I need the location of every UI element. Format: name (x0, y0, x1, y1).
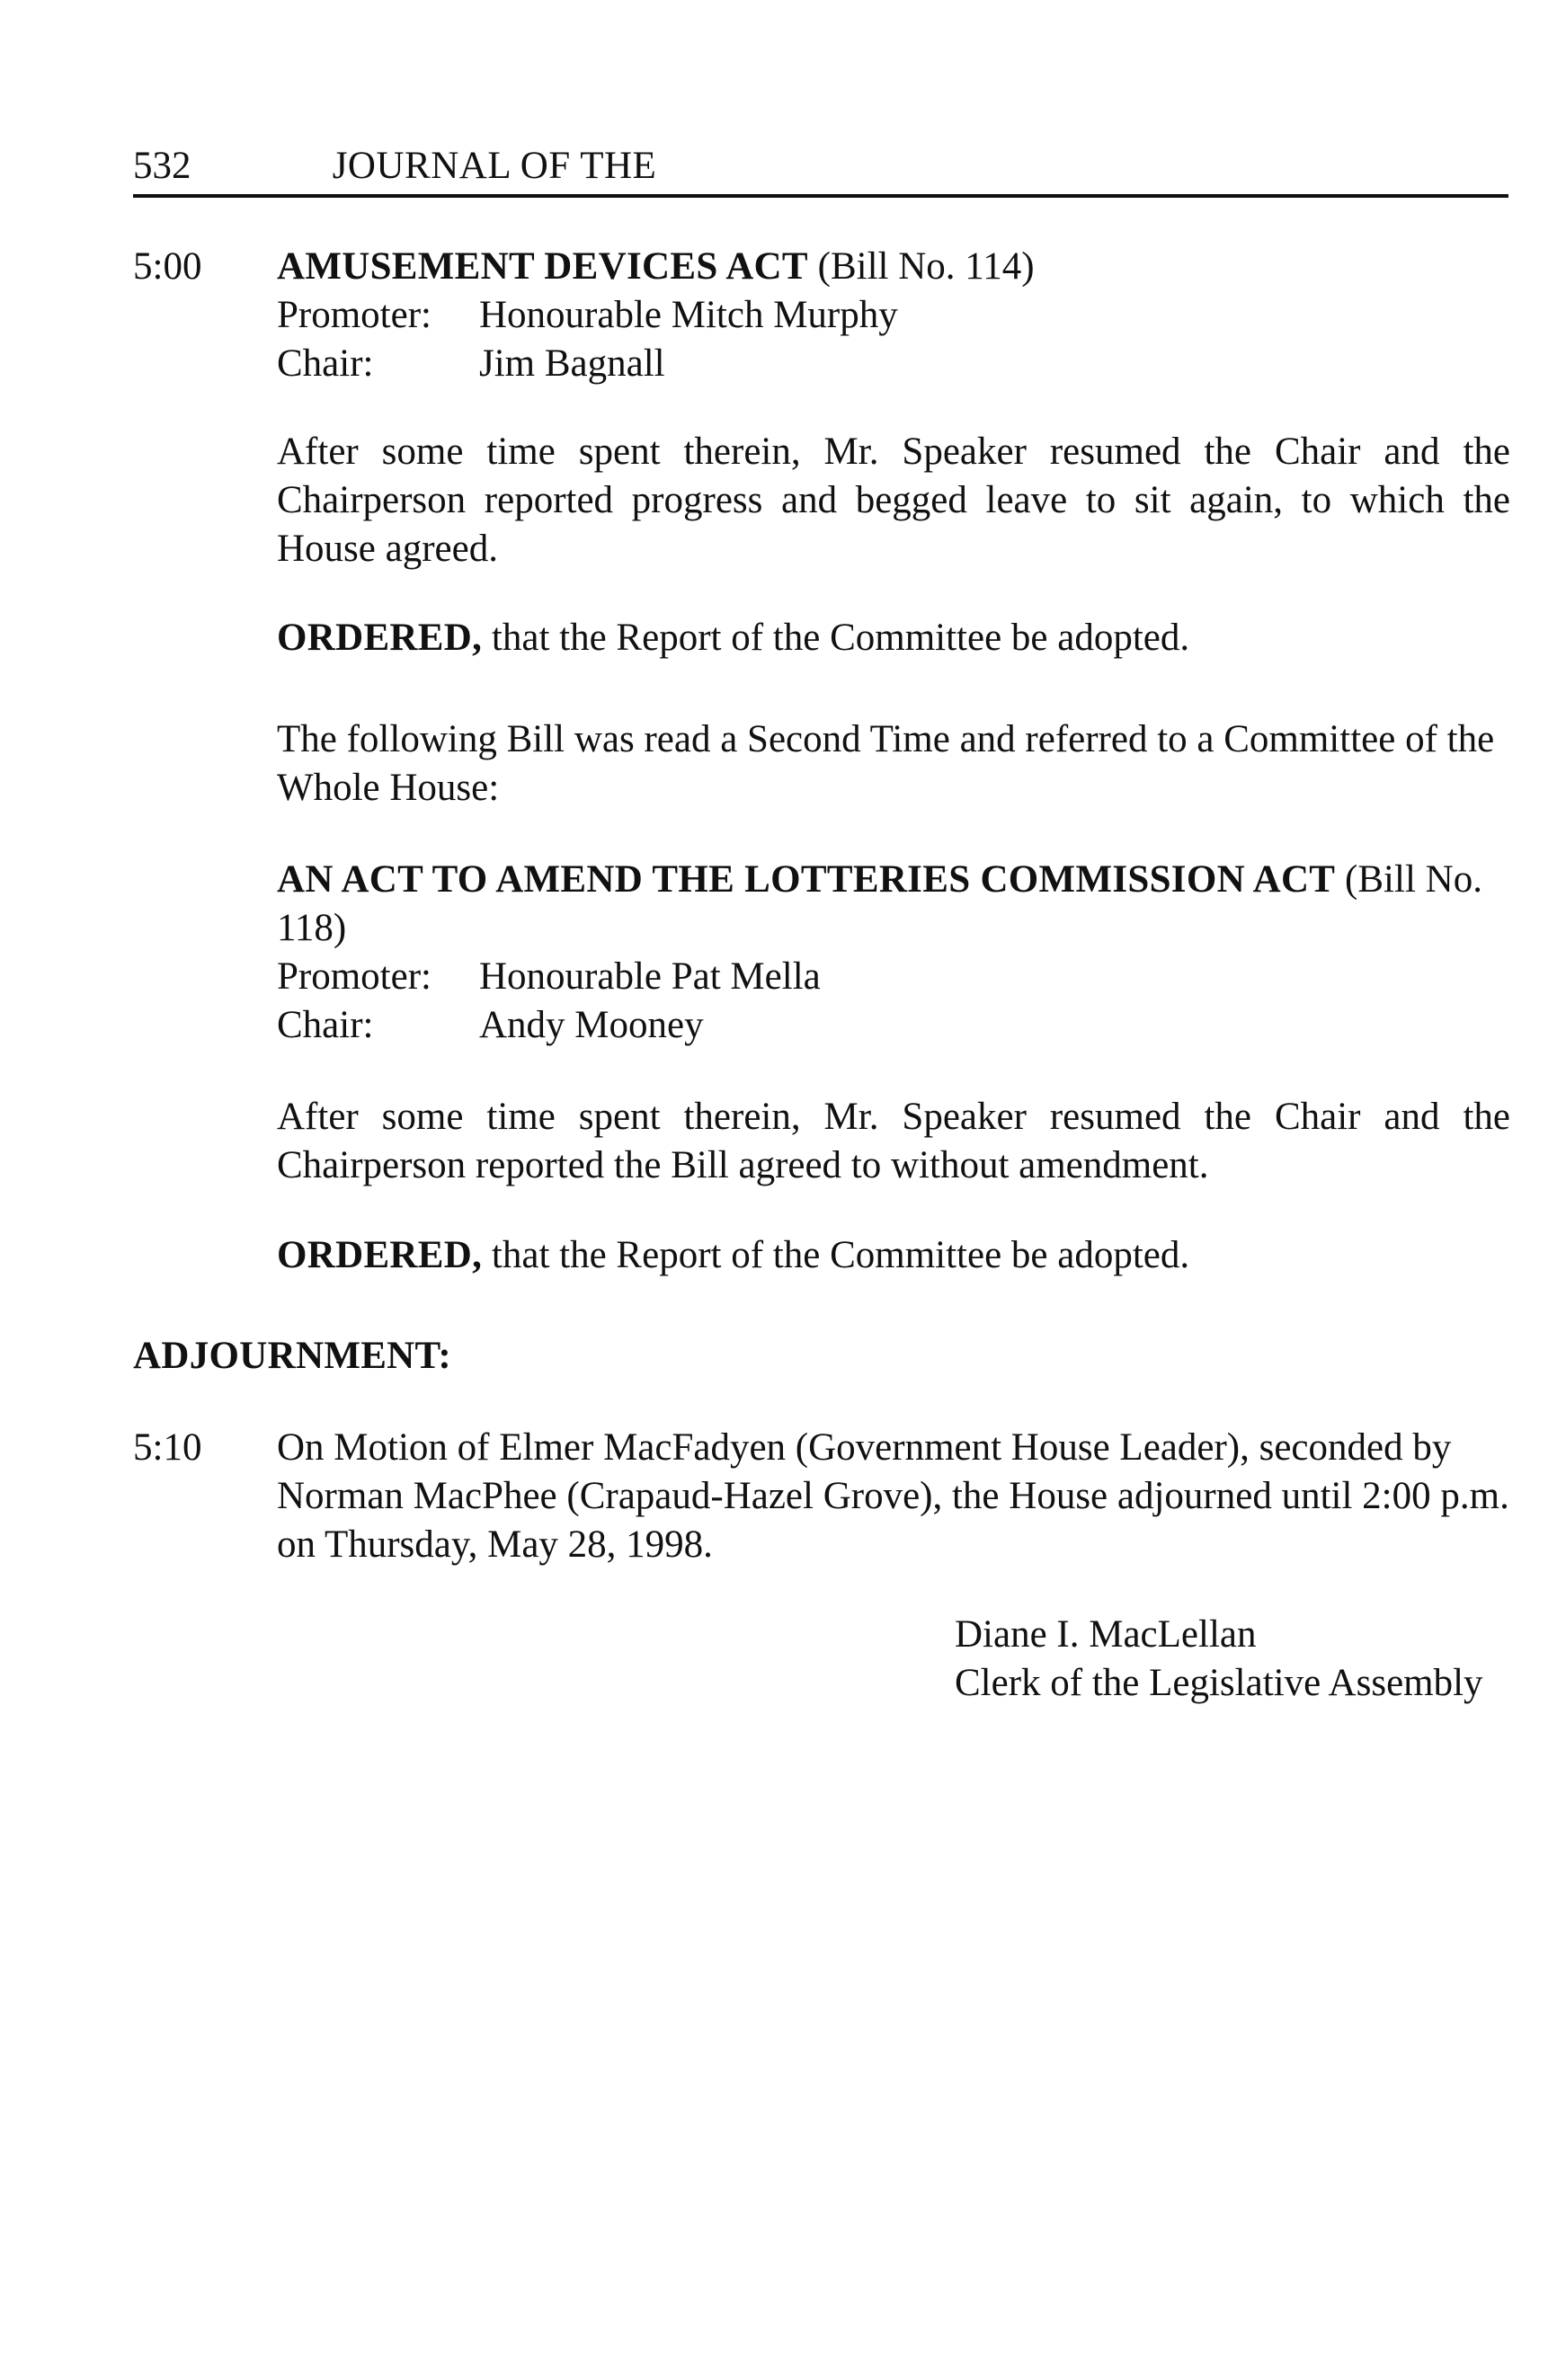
time-stamp-adjournment: 5:10 (133, 1426, 202, 1469)
bill-118-ref: (Bill No. 118) (277, 858, 1482, 949)
promoter-name: Honourable Pat Mella (479, 955, 821, 998)
signatory-title: Clerk of the Legislative Assembly (955, 1662, 1483, 1704)
bill-118-heading (277, 856, 1510, 953)
bill-114-entry (277, 243, 1510, 388)
ordered-label: ORDERED, (277, 1234, 483, 1276)
page-number: 532 (133, 145, 191, 187)
promoter-name: Honourable Mitch Murphy (479, 294, 898, 336)
running-title: JOURNAL OF THE (332, 145, 657, 187)
bill-114-title: AMUSEMENT DEVICES ACT (277, 245, 808, 288)
signature-block (955, 1611, 1512, 1708)
bill-118-entry (277, 856, 1510, 1050)
ordered-text: that the Report of the Committee be adopted. (482, 617, 1190, 659)
bill-118-ordered-paragraph (277, 1231, 1510, 1280)
chair-label: Chair: (277, 342, 374, 385)
promoter-label: Promoter: (277, 955, 432, 998)
signatory-name: Diane I. MacLellan (955, 1613, 1257, 1656)
bill-118-chair-row (277, 1001, 1510, 1050)
bill-118-progress-paragraph: After some time spent therein, Mr. Speaker resumed the Chair and the Chairperson reported the Bill agreed to without amendment. (277, 1096, 1510, 1186)
bill-114-progress-paragraph: After some time spent therein, Mr. Speaker resumed the Chair and the Chairperson reported progress and begged leave to sit again, to which the House agreed. (277, 431, 1510, 570)
bill-114-chair-row (277, 340, 1510, 388)
bill-114-heading (277, 243, 1510, 291)
adjournment-paragraph: On Motion of Elmer MacFadyen (Government House Leader), seconded by Norman MacPhee (Crapaud-Hazel Grove), the House adjourned until 2:00 p.m. on Thursday, May 28, 1998. (277, 1426, 1509, 1566)
adjournment-heading: ADJOURNMENT: (133, 1335, 451, 1377)
bill-114-promoter-row (277, 291, 1510, 340)
second-reading-paragraph: The following Bill was read a Second Time and referred to a Committee of the Whole House: (277, 718, 1495, 809)
bill-114-ordered-paragraph (277, 614, 1510, 662)
bill-118-promoter-row (277, 953, 1510, 1001)
bill-114-ref: (Bill No. 114) (817, 245, 1035, 288)
chair-label: Chair: (277, 1004, 374, 1046)
bill-118-title: AN ACT TO AMEND THE LOTTERIES COMMISSION ACT (277, 858, 1336, 901)
time-stamp-bill-114: 5:00 (133, 245, 202, 288)
ordered-text: that the Report of the Committee be adopted. (482, 1234, 1190, 1276)
ordered-label: ORDERED, (277, 617, 483, 659)
header-rule (133, 194, 1508, 198)
chair-name: Andy Mooney (479, 1004, 704, 1046)
chair-name: Jim Bagnall (479, 342, 665, 385)
promoter-label: Promoter: (277, 294, 432, 336)
